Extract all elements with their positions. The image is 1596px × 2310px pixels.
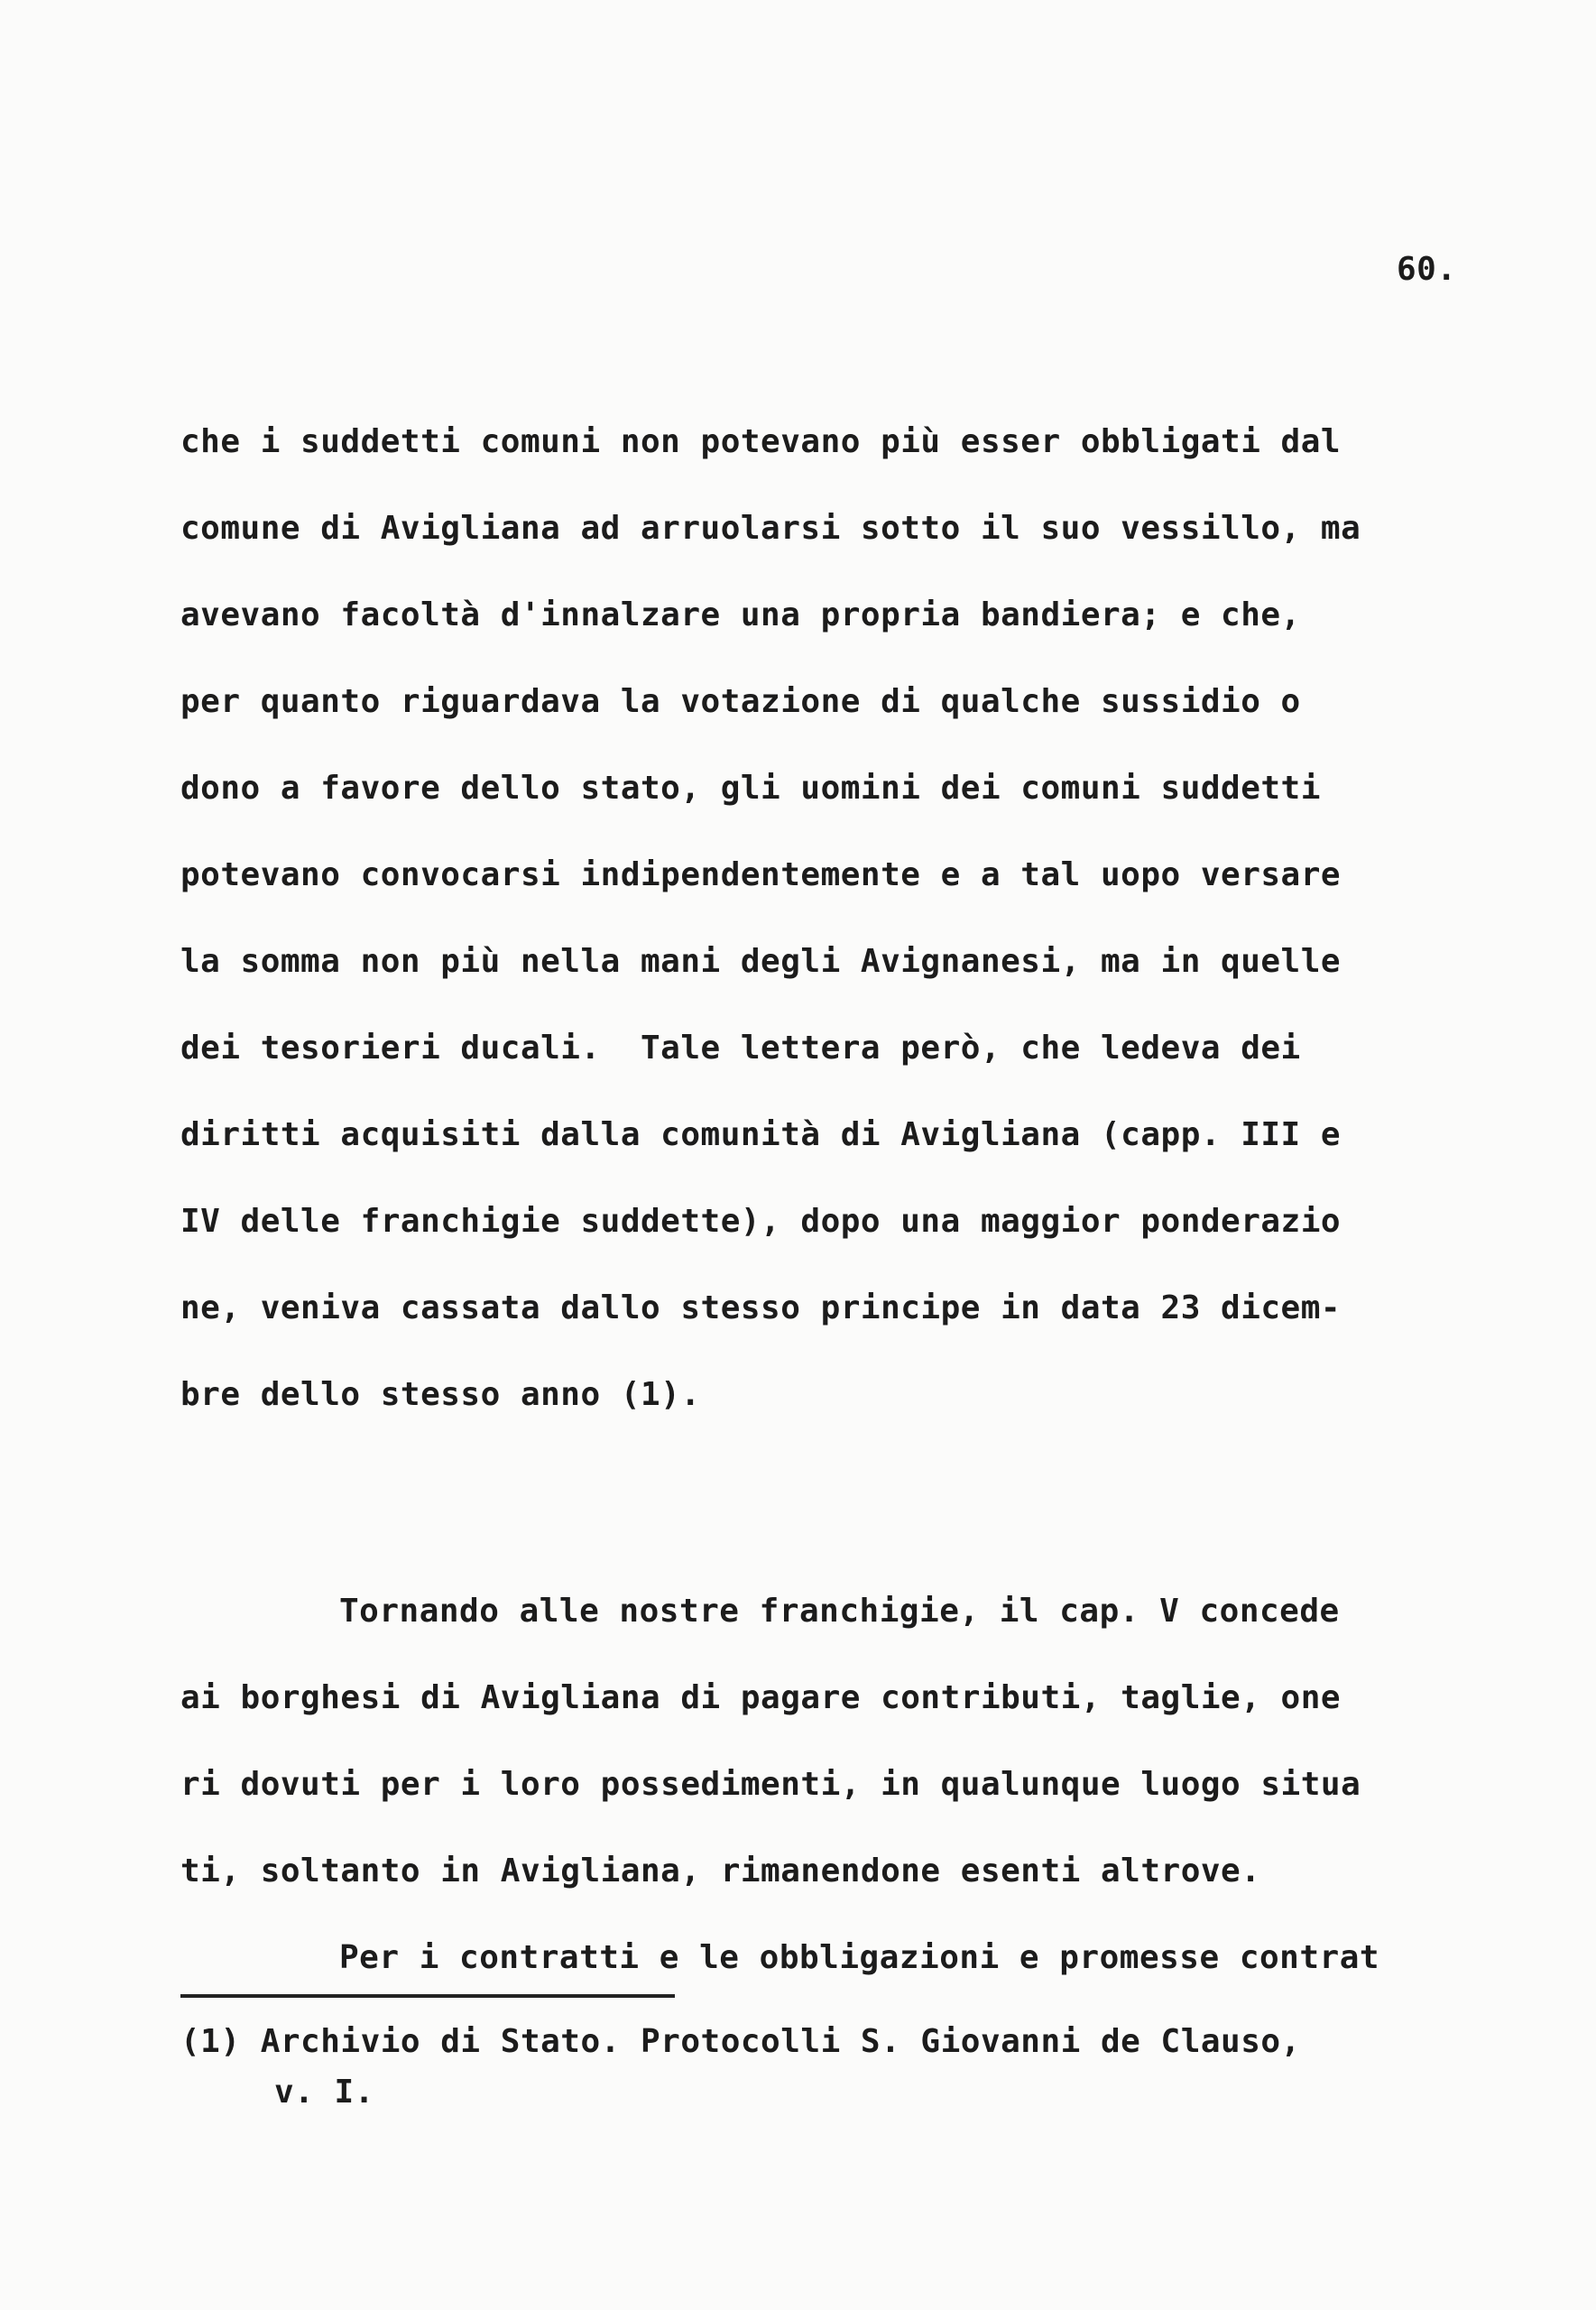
text-line: ne, veniva cassata dallo stesso principe in data 23 dicem- bbox=[180, 1289, 1342, 1326]
text-line: bre dello stesso anno (1). bbox=[180, 1376, 701, 1413]
text-line: ai borghesi di Avigliana di pagare contributi, taglie, one bbox=[180, 1679, 1342, 1716]
page-number: 60. bbox=[1397, 251, 1457, 288]
body-text bbox=[180, 417, 1379, 2019]
text-line: ti, soltanto in Avigliana, rimanendone esenti altrove. bbox=[180, 1853, 1261, 1890]
text-line: Per i contratti e le obbligazioni e promesse contrat bbox=[339, 1939, 1380, 1976]
footnote bbox=[180, 2019, 1301, 2121]
text-line: dono a favore dello stato, gli uomini dei comuni suddetti bbox=[180, 770, 1321, 807]
text-line: ri dovuti per i loro possedimenti, in qualunque luogo situa bbox=[180, 1766, 1361, 1803]
text-line: potevano convocarsi indipendentemente e a tal uopo versare bbox=[180, 856, 1342, 893]
footnote-line: (1) Archivio di Stato. Protocolli S. Giovanni de Clauso, bbox=[180, 2023, 1301, 2060]
text-line: diritti acquisiti dalla comunità di Avigliana (capp. III e bbox=[180, 1116, 1342, 1153]
text-line: comune di Avigliana ad arruolarsi sotto il suo vessillo, ma bbox=[180, 510, 1361, 547]
text-line: IV delle franchigie suddette), dopo una maggior ponderazio bbox=[180, 1203, 1342, 1240]
blank-line bbox=[180, 1478, 1379, 1586]
text-line: Tornando alle nostre franchigie, il cap. V concede bbox=[339, 1593, 1340, 1630]
text-line: dei tesorieri ducali. Tale lettera però, che ledeva dei bbox=[180, 1030, 1301, 1067]
footnote-divider bbox=[180, 1994, 675, 1998]
text-line: la somma non più nella mani degli Avignanesi, ma in quelle bbox=[180, 943, 1342, 980]
text-line: avevano facoltà d'innalzare una propria bandiera; e che, bbox=[180, 596, 1301, 633]
footnote-line: v. I. bbox=[274, 2074, 374, 2111]
text-line: che i suddetti comuni non potevano più esser obbligati dal bbox=[180, 423, 1342, 460]
text-line: per quanto riguardava la votazione di qualche sussidio o bbox=[180, 683, 1301, 720]
